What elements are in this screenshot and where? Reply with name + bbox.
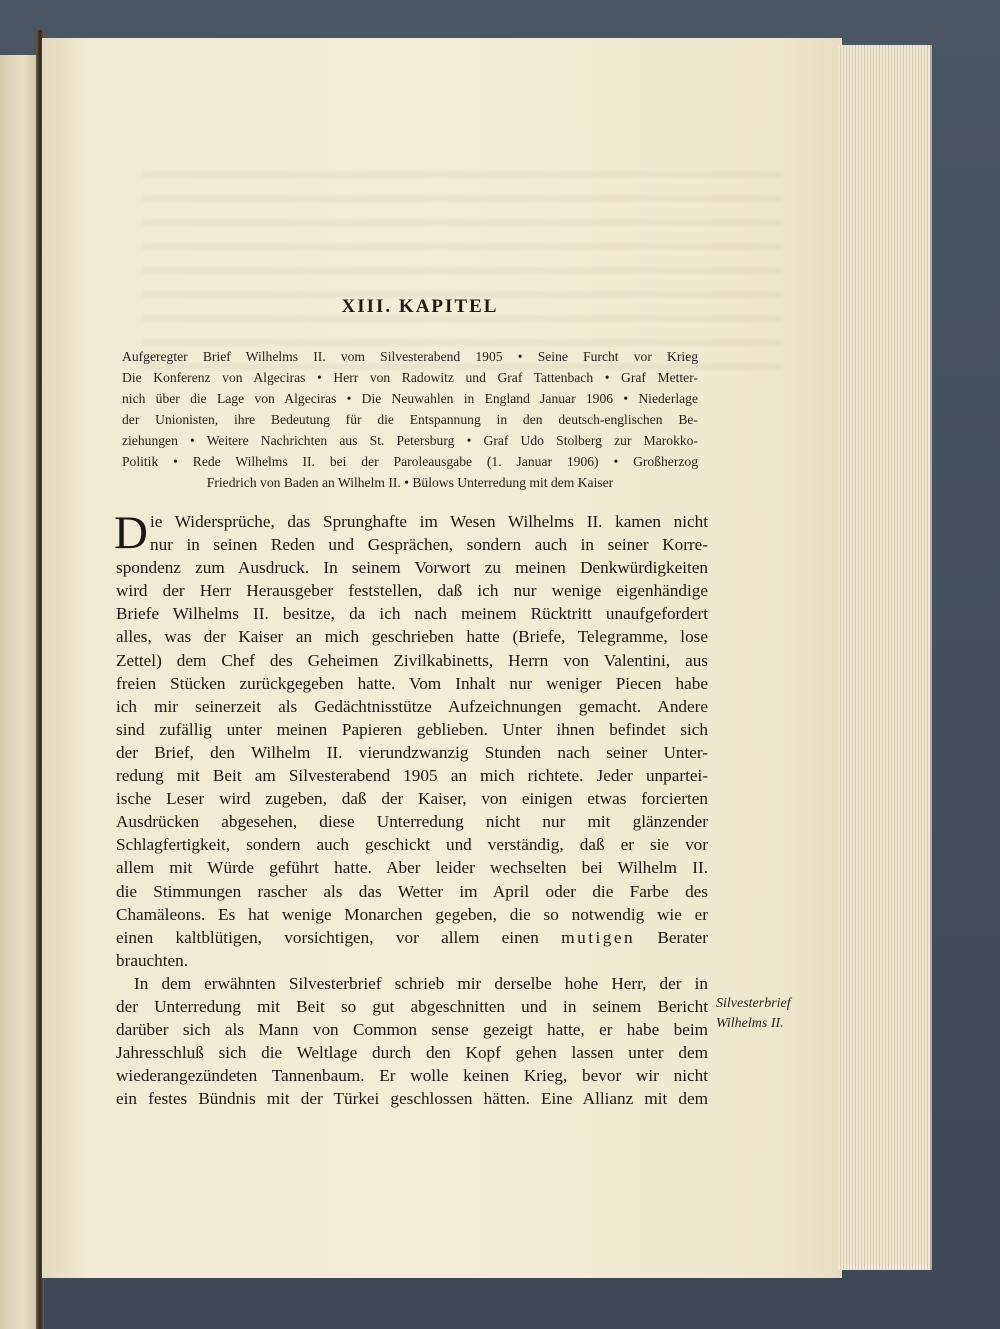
marginal-note-line: Wilhelms II.	[716, 1016, 784, 1031]
body-line-paragraph-end: brauchten.	[116, 950, 189, 970]
body-line: Chamäleons. Es hat wenige Monarchen gegeben, die so notwendig wie er	[116, 904, 708, 924]
body-line: darüber sich als Mann von Common sense gezeigt hatte, er habe beim	[116, 1020, 708, 1040]
body-line: Ausdrücken abgesehen, diese Unterredung nicht nur mit glänzender	[116, 812, 708, 832]
body-line: ie Widersprüche, das Sprunghafte im Wesen Wilhelms II. kamen nicht	[150, 512, 708, 531]
summary-line: ziehungen • Weitere Nachrichten aus St. Petersburg • Graf Udo Stolberg zur Marokko-	[122, 433, 698, 448]
body-line-suffix: Berater	[657, 927, 708, 947]
marginal-note-line: Silvesterbrief	[716, 996, 791, 1011]
body-line: spondenz zum Ausdruck. In seinem Vorwort zu meinen Denkwürdigkeiten	[116, 558, 708, 578]
body-text	[114, 507, 708, 1110]
body-line: der Unterredung mit Beit so gut abgeschnitten und in seinem Bericht	[116, 996, 708, 1016]
summary-line: Politik • Rede Wilhelms II. bei der Paroleausgabe (1. Januar 1906) • Großherzog	[122, 454, 698, 469]
body-line: ich mir seinerzeit als Gedächtnisstütze Aufzeichnungen gemacht. Andere	[116, 696, 708, 716]
summary-line: Die Konferenz von Algeciras • Herr von Radowitz und Graf Tattenbach • Graf Metter-	[122, 370, 698, 385]
body-line-prefix: einen kaltblütigen, vorsichtigen, vor allem einen	[116, 927, 539, 947]
summary-line: nich über die Lage von Algeciras • Die Neuwahlen in England Januar 1906 • Niederlage	[122, 391, 698, 406]
body-line: sind zufällig unter meinen Papieren geblieben. Unter ihnen befindet sich	[116, 719, 708, 739]
body-line: der Brief, den Wilhelm II. vierundzwanzig Stunden nach seiner Unter-	[116, 742, 708, 762]
body-line: die Stimmungen rascher als das Wetter im April oder die Farbe des	[116, 881, 708, 901]
drop-cap: D	[114, 507, 148, 559]
chapter-summary	[122, 346, 698, 493]
page-block-edges	[838, 45, 932, 1270]
body-line: ein festes Bündnis mit der Türkei geschlossen hätten. Eine Allianz mit dem	[116, 1089, 708, 1109]
marginal-note	[716, 994, 826, 1034]
body-line: Briefe Wilhelms II. besitze, da ich nach meinem Rücktritt unaufgefordert	[116, 604, 708, 624]
summary-line: Aufgeregter Brief Wilhelms II. vom Silvesterabend 1905 • Seine Furcht vor Krieg	[122, 349, 698, 364]
body-line: wird der Herr Herausgeber feststellen, daß ich nur wenige eigenhändige	[116, 581, 708, 601]
body-line: wiederangezündeten Tannenbaum. Er wolle keinen Krieg, bevor wir nicht	[116, 1066, 708, 1086]
body-line: redung mit Beit am Silvesterabend 1905 an mich richtete. Jeder unpartei-	[116, 766, 708, 786]
show-through-text	[142, 168, 782, 368]
body-line: Schlagfertigkeit, sondern auch geschickt und verständig, daß er sie vor	[116, 835, 708, 855]
body-line: Zettel) dem Chef des Geheimen Zivilkabinetts, Herrn von Valentini, aus	[116, 650, 708, 670]
summary-line: der Unionisten, ihre Bedeutung für die Entspannung in den deutsch-englischen Be-	[122, 412, 698, 427]
body-line: freien Stücken zurückgegeben hatte. Vom Inhalt nur weniger Piecen habe	[116, 673, 708, 693]
body-line-emphasis	[116, 926, 708, 949]
body-line: Jahresschluß sich die Weltlage durch den Kopf gehen lassen unter dem	[116, 1043, 708, 1063]
body-line: allem mit Würde geführt hatte. Aber leider wechselten bei Wilhelm II.	[116, 858, 708, 878]
body-line: nur in seinen Reden und Gesprächen, sondern auch in seiner Korre-	[150, 535, 708, 555]
body-line: ische Leser wird zugeben, daß der Kaiser, von einigen etwas forcierten	[116, 789, 708, 809]
summary-line: Friedrich von Baden an Wilhelm II. • Bülows Unterredung mit dem Kaiser	[206, 475, 614, 490]
body-line: alles, was der Kaiser an mich geschrieben hatte (Briefe, Telegramme, lose	[116, 627, 708, 647]
chapter-title: XIII. KAPITEL	[341, 296, 499, 317]
body-line: In dem erwähnten Silvesterbrief schrieb mir derselbe hohe Herr, der in	[134, 973, 708, 993]
spaced-emphasis-word: mutigen	[561, 927, 636, 947]
left-page-edge	[0, 55, 38, 1329]
